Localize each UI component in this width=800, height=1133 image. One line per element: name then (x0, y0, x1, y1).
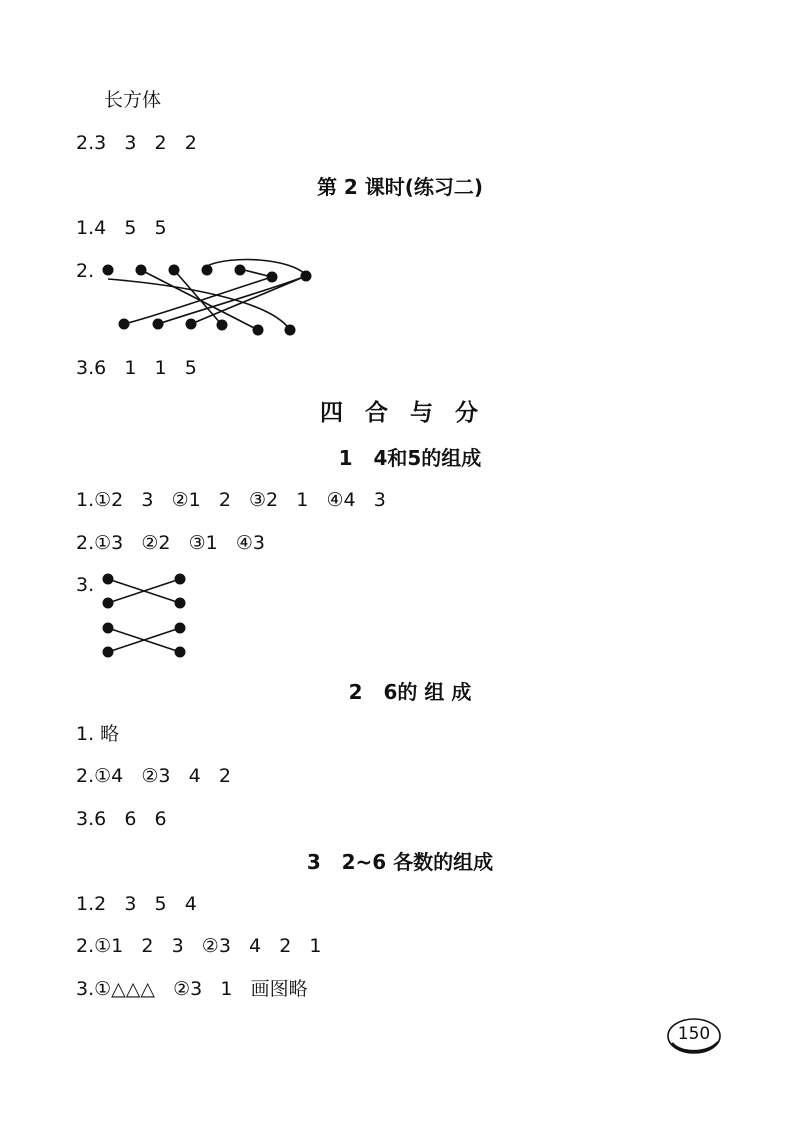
dot (103, 623, 114, 634)
line-cuboid: 长方体 (104, 89, 162, 111)
page-number: 150 (677, 1024, 711, 1044)
line-answer-1d: 1.2 3 5 4 (76, 893, 197, 915)
dot (175, 623, 186, 634)
dot (175, 598, 186, 609)
section-heading-3: 3 2~6 各数的组成 (306, 850, 494, 874)
chapter-heading: 四 合 与 分 (319, 400, 481, 426)
dot (103, 574, 114, 585)
line-answer-1c: 1. 略 (76, 723, 120, 745)
line-answer-2: 2.3 3 2 2 (76, 132, 197, 154)
line-answer-3c: 3.6 6 6 (76, 808, 167, 830)
line-answer-1b: 1.①2 3 ②1 2 ③2 1 ④4 3 (76, 489, 386, 511)
line-answer-2d: 2.①1 2 3 ②3 4 2 1 (76, 935, 322, 957)
line-answer-2-label: 2. (76, 260, 95, 282)
line-answer-1: 1.4 5 5 (76, 217, 167, 239)
line-answer-3d: 3.①△△△ ②3 1 画图略 (76, 978, 308, 1000)
dot (175, 574, 186, 585)
heading-lesson-2: 第 2 课时(练习二) (316, 175, 484, 199)
section-heading-1: 1 4和5的组成 (338, 446, 482, 470)
section-heading-2: 2 6的 组 成 (348, 680, 472, 704)
line-answer-2c: 2.①4 ②3 4 2 (76, 765, 231, 787)
dot (175, 647, 186, 658)
line-answer-3b-label: 3. (76, 574, 95, 596)
dot (103, 647, 114, 658)
line-answer-2b: 2.①3 ②2 ③1 ④3 (76, 532, 265, 554)
line-answer-3: 3.6 1 1 5 (76, 357, 197, 379)
dot (103, 598, 114, 609)
